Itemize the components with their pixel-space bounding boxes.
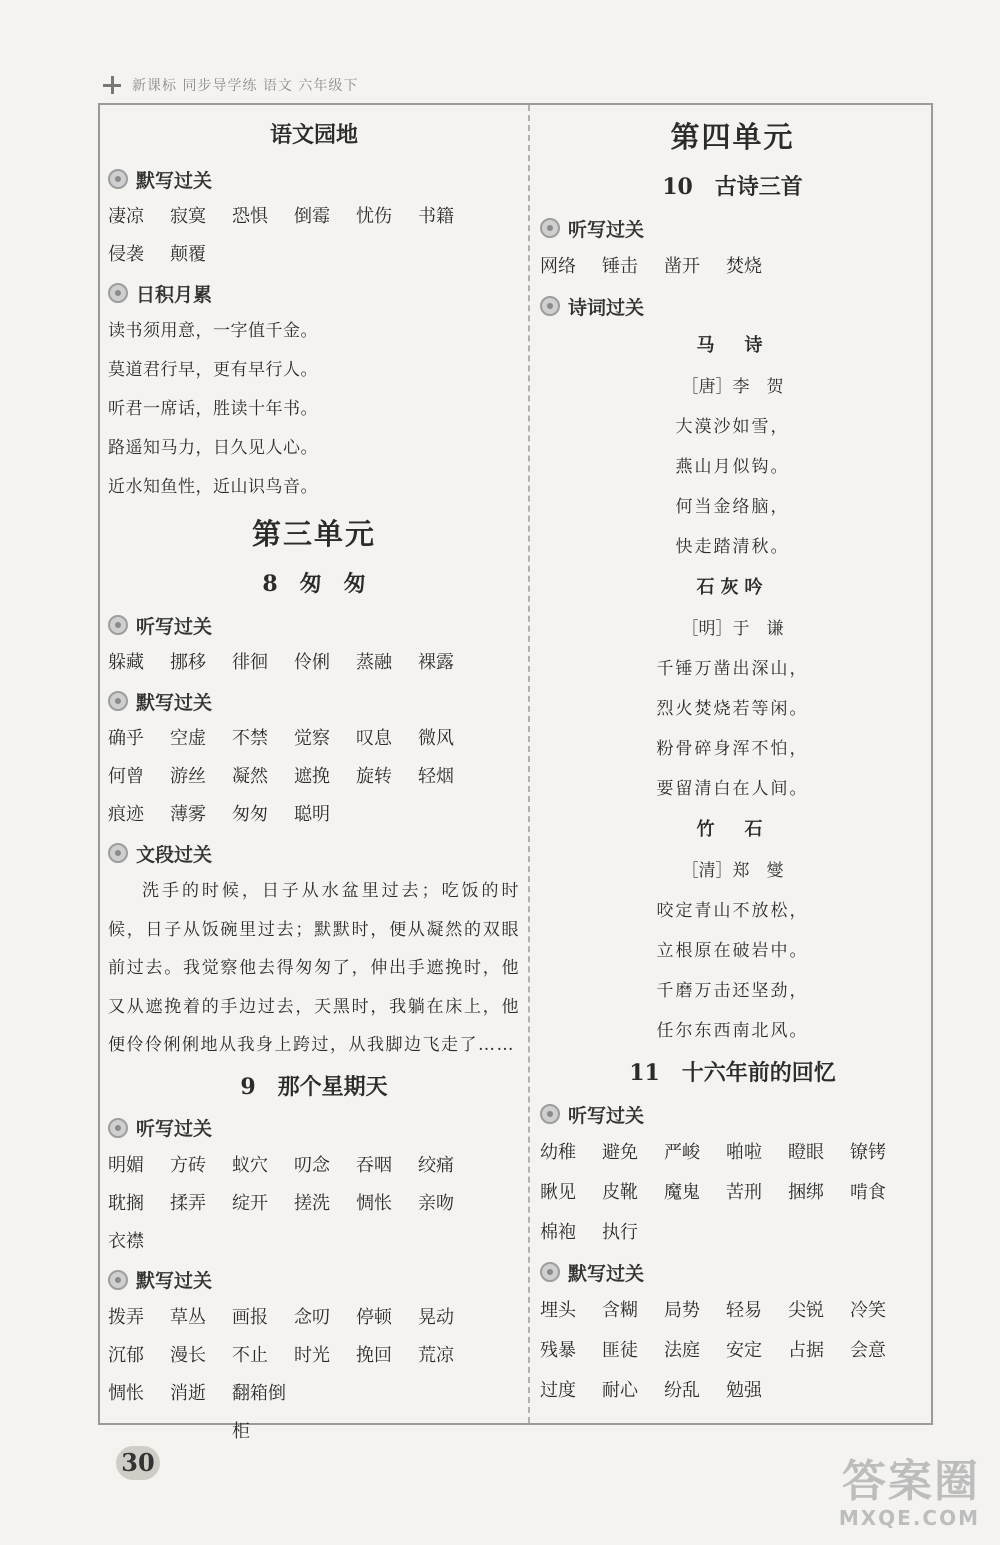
word-item: 吞咽 [356,1154,392,1176]
word-item: 占据 [788,1340,824,1361]
word-item: 时光 [294,1344,330,1366]
word-item: 薄雾 [170,804,206,825]
word-item: 痕迹 [108,804,144,825]
section-badge-icon [108,1270,128,1290]
poem-line: 大漠沙如雪， [675,417,790,437]
poem [540,567,925,809]
word-item: 局势 [664,1300,700,1321]
word-item: 含糊 [602,1300,638,1321]
word-item: 荒凉 [418,1344,454,1366]
word-item: 明媚 [108,1154,144,1176]
word-item: 念叨 [294,1306,330,1328]
word-item: 蒸融 [356,652,392,673]
word-item: 埋头 [540,1300,576,1321]
section-heading: 文段过关 [108,834,520,872]
word-item: 草丛 [170,1306,206,1328]
sentence-line: 莫道君行早，更有早行人。 [108,360,318,380]
word-item: 啃食 [850,1182,886,1203]
word-item: 书籍 [418,206,454,227]
word-item: 画报 [232,1306,268,1328]
word-item: 叹息 [356,728,392,749]
section-heading: 默写过关 [108,160,520,198]
header-text: 新课标 同步导学练 语文 六年级下 [132,78,359,94]
section-heading: 听写过关 [540,1095,925,1133]
word-item: 觉察 [294,728,330,749]
section-heading: 日积月累 [108,274,520,312]
word-item: 凝然 [232,766,268,787]
sentence-line: 听君一席话，胜读十年书。 [108,399,318,419]
word-item: 网络 [540,256,576,277]
left-column [108,110,520,1442]
word-item: 何曾 [108,766,144,787]
poem-line: 燕山月似钩。 [675,457,790,477]
word-item: 苦刑 [726,1182,762,1203]
word-item: 匪徒 [602,1340,638,1361]
poem-line: 咬定青山不放松， [656,901,809,921]
word-list [540,1133,925,1253]
word-list [540,1291,925,1411]
word-item: 不禁 [232,728,268,749]
word-item: 停顿 [356,1306,392,1328]
poem-line: 烈火焚烧若等闲。 [656,699,809,719]
word-item: 空虚 [170,728,206,749]
unit-title: 第四单元 [670,120,795,154]
section-heading: 听写过关 [108,606,520,644]
section-badge-icon [108,843,128,863]
word-item: 游丝 [170,766,206,787]
word-item: 衣襟 [108,1230,144,1252]
word-list [540,247,925,287]
poem-author: ［唐］李 贺 [681,377,784,397]
word-item: 揉弄 [170,1192,206,1214]
word-item: 安定 [726,1340,762,1361]
section-badge-icon [108,1118,128,1138]
word-item: 纷乱 [664,1380,700,1401]
poem-title: 马 诗 [696,335,769,356]
lesson-title: 10 古诗三首 [662,174,803,200]
poem-author: ［清］郑 燮 [681,861,784,881]
section-badge-icon [108,691,128,711]
poem-line: 快走踏清秋。 [675,537,790,557]
word-item: 执行 [602,1222,638,1243]
lesson-title: 11 十六年前的回忆 [629,1060,836,1086]
word-item: 耽搁 [108,1192,144,1214]
word-item: 严峻 [664,1142,700,1163]
word-item: 幼稚 [540,1142,576,1163]
word-list [108,720,520,834]
passage-text: 洗手的时候，日子从水盆里过去；吃饭的时候，日子从饭碗里过去；默默时，便从凝然的双眼前过去。我觉察他去得匆匆了，伸出手遮挽时，他又从遮挽着的手边过去，天黑时，我躺在床上，他便伶伶俐俐地从我身上跨过，从我脚边飞走了…… [108,881,520,1055]
poem-line: 何当金络脑， [675,497,790,517]
section-heading: 听写过关 [540,209,925,247]
word-list [108,644,520,682]
word-item: 伶俐 [294,652,330,673]
section-badge-icon [108,615,128,635]
word-item: 会意 [850,1340,886,1361]
word-item: 叨念 [294,1154,330,1176]
poem-line: 立根原在破岩中。 [656,941,809,961]
word-item: 凄凉 [108,206,144,227]
word-item: 漫长 [170,1344,206,1366]
section-heading: 默写过关 [108,682,520,720]
unit-title: 第三单元 [251,517,376,551]
word-item: 亲吻 [418,1192,454,1214]
word-item: 过度 [540,1380,576,1401]
page-header [100,70,358,100]
page-number: 30 [116,1446,160,1480]
word-item: 残暴 [540,1340,576,1361]
word-item: 皮靴 [602,1182,638,1203]
sentence-line: 路遥知马力，日久见人心。 [108,438,318,458]
word-item: 拨弄 [108,1306,144,1328]
word-item: 尖锐 [788,1300,824,1321]
word-item: 方砖 [170,1154,206,1176]
word-item: 忧伤 [356,206,392,227]
word-item: 焚烧 [726,256,762,277]
word-item: 旋转 [356,766,392,787]
poem-author: ［明］于 谦 [681,619,784,639]
watermark-url: MXQE.COM [838,1506,980,1530]
word-item: 捆绑 [788,1182,824,1203]
word-list [108,1147,520,1261]
lesson-title: 9 那个星期天 [240,1073,388,1100]
word-item: 棉袍 [540,1222,576,1243]
sentence-line: 近水知鱼性，近山识鸟音。 [108,477,318,497]
word-item: 啪啦 [726,1142,762,1163]
section-heading: 听写过关 [108,1109,520,1147]
section-heading: 诗词过关 [540,287,925,325]
section-badge-icon [540,1104,560,1124]
word-item: 裸露 [418,652,454,673]
word-item: 轻易 [726,1300,762,1321]
word-item: 瞅见 [540,1182,576,1203]
word-item: 颠覆 [170,244,206,265]
word-item: 恐惧 [232,206,268,227]
sentence-list [108,312,520,507]
column-divider [528,105,530,1423]
poem-group [540,325,925,1051]
word-item: 不止 [232,1344,268,1366]
sentence-line: 读书须用意，一字值千金。 [108,321,318,341]
poem-title: 石灰吟 [696,577,769,598]
poem-line: 千磨万击还坚劲， [656,981,809,1001]
word-item: 惆怅 [108,1382,144,1404]
poem [540,809,925,1051]
word-item: 搓洗 [294,1192,330,1214]
word-item: 消逝 [170,1382,206,1404]
section-badge-icon [540,296,560,316]
word-item: 轻烟 [418,766,454,787]
word-item: 躲藏 [108,652,144,673]
poem [540,325,925,567]
word-item: 晃动 [418,1306,454,1328]
word-item: 法庭 [664,1340,700,1361]
section-badge-icon [540,218,560,238]
word-item: 绽开 [232,1192,268,1214]
word-list [108,1299,520,1442]
word-item: 确乎 [108,728,144,749]
section-badge-icon [540,1262,560,1282]
word-list [108,198,520,274]
word-item: 勉强 [726,1380,762,1401]
watermark [839,1458,980,1530]
word-item: 沉郁 [108,1344,144,1366]
word-item: 锤击 [602,256,638,277]
word-item: 倒霉 [294,206,330,227]
word-item: 匆匆 [232,804,268,825]
word-item: 瞪眼 [788,1142,824,1163]
watermark-logo-text: 答案圈 [842,1456,980,1507]
garden-title: 语文园地 [269,122,358,148]
word-item: 侵袭 [108,244,144,265]
section-badge-icon [108,283,128,303]
word-item: 凿开 [664,256,700,277]
right-column [540,110,925,1411]
section-heading: 默写过关 [540,1253,925,1291]
poem-line: 粉骨碎身浑不怕， [656,739,809,759]
poem-line: 千锤万凿出深山， [656,659,809,679]
poem-line: 要留清白在人间。 [656,779,809,799]
section-heading: 默写过关 [108,1261,520,1299]
word-item: 遮挽 [294,766,330,787]
word-item: 挪移 [170,652,206,673]
poem-line: 任尔东西南北风。 [656,1021,809,1041]
word-item: 挽回 [356,1344,392,1366]
word-item: 耐心 [602,1380,638,1401]
poem-title: 竹 石 [696,819,769,840]
word-item: 避免 [602,1142,638,1163]
word-item: 绞痛 [418,1154,454,1176]
section-badge-icon [108,169,128,189]
word-item: 蚁穴 [232,1154,268,1176]
word-item: 魔鬼 [664,1182,700,1203]
lesson-title: 8 匆 匆 [262,571,366,597]
word-item: 徘徊 [232,652,268,673]
word-item: 寂寞 [170,206,206,227]
word-item: 镣铐 [850,1142,886,1163]
word-item: 翻箱倒柜 [232,1382,286,1442]
word-item: 冷笑 [850,1300,886,1321]
header-plus-icon [100,73,124,97]
word-item: 惆怅 [356,1192,392,1214]
word-item: 聪明 [294,804,330,825]
word-item: 微风 [418,728,454,749]
